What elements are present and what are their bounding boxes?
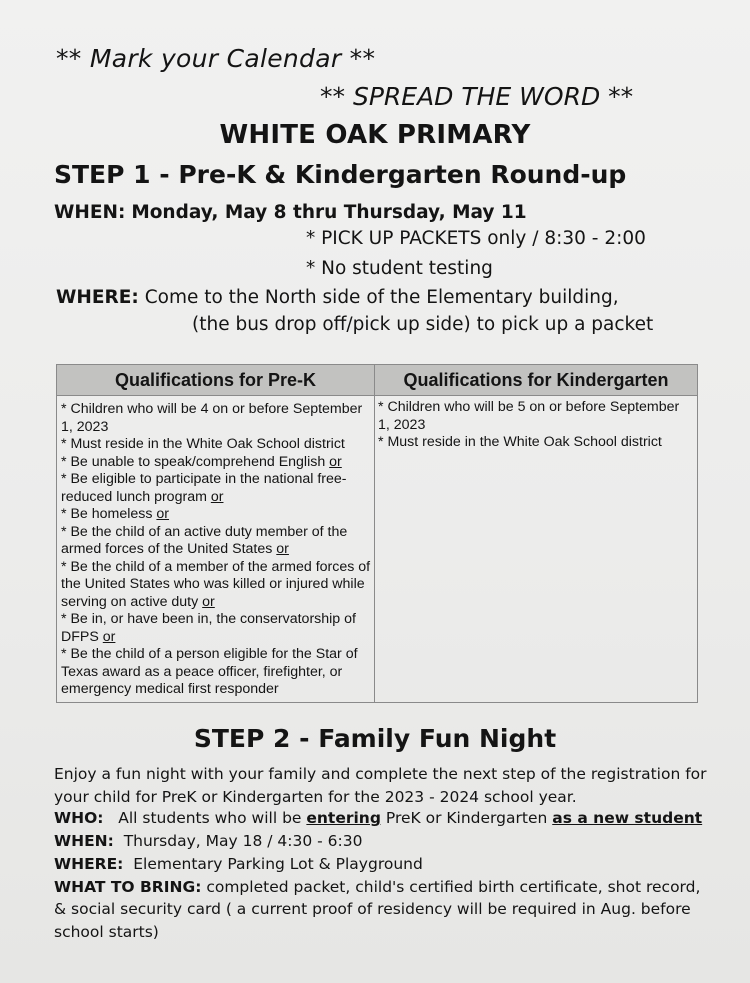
prek-qualification-text: * Must reside in the White Oak School district: [61, 436, 345, 452]
prek-qualification-text: * Be unable to speak/comprehend English: [61, 453, 330, 470]
step2-bring: [54, 878, 700, 896]
step2-who-entering: entering: [306, 809, 381, 827]
prek-qualification-item: [61, 436, 373, 454]
prek-qualification-item: [61, 401, 373, 436]
step1-where-line1: Come to the North side of the Elementary building,: [144, 287, 619, 308]
prek-qualification-or: or: [156, 506, 170, 522]
kindergarten-qualification-item: * Must reside in the White Oak School district: [378, 434, 662, 450]
kindergarten-qualification-item: * Children who will be 5 on or before September 1, 2023: [378, 399, 680, 433]
step1-where-label: WHERE:: [56, 287, 139, 308]
step1-bullet-packets: * PICK UP PACKETS only / 8:30 - 2:00: [306, 228, 646, 249]
step2-intro-line1: Enjoy a fun night with your family and complete the next step of the registration for: [54, 765, 707, 783]
prek-qualification-text: * Be in, or have been in, the conservatorship of DFPS: [61, 611, 356, 645]
step2-who-pre: All students who will be: [118, 809, 307, 827]
prek-header: Qualifications for Pre-K: [57, 365, 375, 396]
prek-qualification-or: or: [210, 488, 224, 505]
kindergarten-qualifications: [378, 399, 694, 452]
step1-when-label: WHEN:: [54, 202, 126, 223]
step2-when-value: Thursday, May 18 / 4:30 - 6:30: [123, 832, 363, 850]
prek-qualification-or: or: [276, 541, 289, 557]
step1-where-line2: (the bus drop off/pick up side) to pick up a packet: [192, 314, 654, 335]
step1-where: [56, 287, 619, 308]
column-divider: [374, 395, 375, 702]
school-name: WHITE OAK PRIMARY: [219, 120, 531, 150]
step2-who-label: WHO:: [54, 809, 104, 827]
prek-qualification-text: * Be the child of a member of the armed forces of the United States who was killed or injured while serving on active duty: [61, 558, 371, 610]
step1-title: STEP 1 - Pre-K & Kindergarten Round-up: [54, 160, 627, 189]
step2-where-value: Elementary Parking Lot & Playground: [133, 855, 423, 873]
step2-where-label: WHERE:: [54, 855, 124, 873]
prek-qualification-item: [61, 524, 373, 559]
prek-qualification-text: * Be the child of an active duty member of the armed forces of the United States: [61, 523, 348, 557]
prek-qualification-item: [61, 454, 373, 472]
prek-qualification-item: [61, 611, 373, 646]
prek-qualification-text: * Be homeless: [61, 506, 157, 522]
prek-qualifications: [61, 401, 373, 699]
prek-qualification-item: [61, 506, 373, 524]
step2-where: [54, 855, 423, 873]
prek-qualification-or: or: [202, 593, 215, 610]
prek-qualification-item: [61, 471, 373, 506]
prek-qualification-text: * Be eligible to participate in the national free-reduced lunch program: [61, 471, 347, 505]
step2-bring-line2: & social security card ( a current proof of residency will be required in Aug. before: [54, 900, 691, 918]
prek-qualification-or: or: [102, 628, 116, 645]
prek-qualification-item: [61, 559, 373, 612]
step2-who-mid: PreK or Kindergarten: [380, 809, 553, 827]
prek-qualification-text: * Children who will be 4 on or before September 1, 2023: [61, 401, 363, 435]
step2-when-label: WHEN:: [54, 832, 114, 850]
step1-when-value: Monday, May 8 thru Thursday, May 11: [131, 202, 527, 223]
step2-bring-line1: completed packet, child's certified birth certificate, shot record,: [206, 878, 701, 896]
step2-who: [54, 809, 702, 827]
step2-who-new-student: as a new student: [552, 809, 703, 827]
qualifications-table: [56, 364, 698, 703]
step1-when: [54, 202, 527, 223]
step2-when: [54, 832, 362, 850]
step2-bring-label: WHAT TO BRING:: [54, 878, 202, 896]
prek-qualification-text: * Be the child of a person eligible for the Star of Texas award as a peace officer, firefighter, or emergency medical first responder: [61, 646, 358, 697]
prek-qualification-or: or: [329, 453, 342, 470]
prek-qualification-item: [61, 646, 373, 699]
mark-calendar-heading: ** Mark your Calendar **: [56, 44, 376, 73]
spread-the-word-heading: ** SPREAD THE WORD **: [320, 82, 634, 111]
step2-bring-line3: school starts): [54, 923, 159, 941]
step2-title: STEP 2 - Family Fun Night: [193, 724, 557, 753]
step2-intro-line2: your child for PreK or Kindergarten for the 2023 - 2024 school year.: [54, 788, 577, 806]
kindergarten-header: Qualifications for Kindergarten: [375, 365, 697, 396]
step1-bullet-testing: * No student testing: [306, 258, 493, 279]
